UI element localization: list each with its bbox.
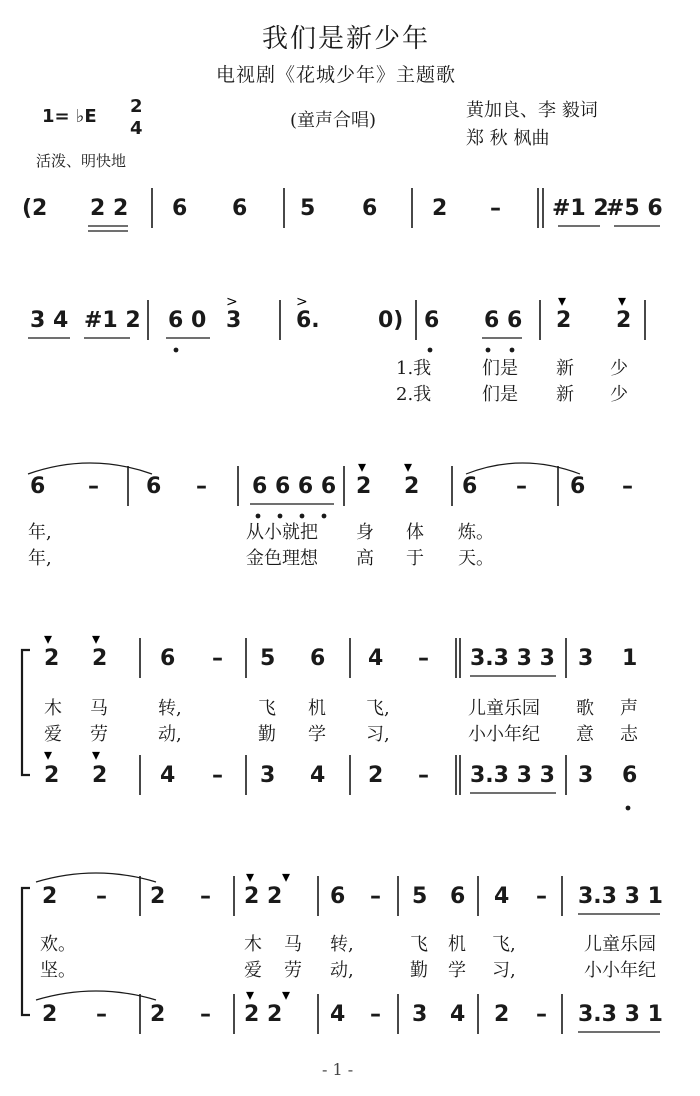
low-octave-dot: [174, 348, 179, 353]
note: 5: [260, 646, 276, 671]
note: 6: [450, 884, 466, 909]
lyric: 木: [244, 934, 262, 955]
note: 6 6: [484, 308, 523, 333]
note: –: [212, 763, 223, 788]
note: 5: [412, 884, 428, 909]
note: 2 2: [244, 884, 283, 909]
lyric: 儿童乐园: [468, 698, 540, 719]
accent-mark: >: [226, 294, 238, 310]
tie-slur: [466, 463, 580, 474]
staccato-mark: ▾: [246, 985, 255, 1004]
note: –: [516, 474, 527, 499]
accent-mark: >: [296, 294, 308, 310]
note: –: [200, 1002, 211, 1027]
note: 6: [330, 884, 346, 909]
lyric: 炼。: [458, 522, 494, 543]
system-brace: [22, 650, 30, 775]
lyric: 机: [308, 698, 326, 719]
note: 4: [160, 763, 176, 788]
note: –: [418, 763, 429, 788]
lyric: 高: [356, 548, 374, 569]
lyric: 劳: [90, 724, 108, 745]
note: 2: [404, 474, 420, 499]
lyric: 年,: [28, 522, 52, 543]
note: 3.3 3 1: [578, 884, 663, 909]
staccato-mark: ▾: [558, 291, 567, 310]
lyric: 声: [620, 698, 638, 719]
lyric: 木: [44, 698, 62, 719]
lyric: 习,: [492, 960, 516, 981]
lyric: 小小年纪: [584, 960, 656, 981]
note: 2: [616, 308, 632, 333]
note: 6.: [296, 308, 320, 333]
note: 6: [172, 196, 188, 221]
note: 3.3 3 3: [470, 646, 555, 671]
low-octave-dot: [486, 348, 491, 353]
lyric: 动,: [158, 724, 182, 745]
note: 6: [160, 646, 176, 671]
low-octave-dot: [510, 348, 515, 353]
note: 2: [556, 308, 572, 333]
note: 2: [42, 884, 58, 909]
note: 1: [622, 646, 638, 671]
note: 4: [450, 1002, 466, 1027]
note: 6: [30, 474, 46, 499]
note: 5: [300, 196, 316, 221]
staccato-mark: ▾: [618, 291, 627, 310]
note: 2: [42, 1002, 58, 1027]
note: 2: [44, 763, 60, 788]
note: 2: [150, 1002, 166, 1027]
lyric: 金色理想: [246, 548, 318, 569]
note: 6: [362, 196, 378, 221]
performance-note: (童声合唱): [290, 110, 377, 131]
tie-slur: [36, 873, 156, 882]
note: (2: [22, 196, 48, 221]
note: 2: [368, 763, 384, 788]
staccato-mark: ▾: [358, 457, 367, 476]
lyric: 飞,: [492, 934, 516, 955]
lyric: 1.我: [396, 358, 432, 379]
lyric: 机: [448, 934, 466, 955]
note: –: [490, 196, 501, 221]
note: 2: [356, 474, 372, 499]
note: 3.3 3 1: [578, 1002, 663, 1027]
note: –: [536, 884, 547, 909]
lyric: 儿童乐园: [584, 934, 656, 955]
lyric: 勤: [410, 960, 428, 981]
note: 2: [432, 196, 448, 221]
lyric: 身: [356, 522, 374, 543]
staccato-mark: ▾: [92, 745, 101, 764]
note: 4: [368, 646, 384, 671]
note: 6: [232, 196, 248, 221]
lyric: 新: [556, 384, 574, 405]
key-signature: 1= ♭E: [42, 106, 97, 127]
note: 6: [424, 308, 440, 333]
lyric: 转,: [330, 934, 354, 955]
lyric: 勤: [258, 724, 276, 745]
note: 4: [310, 763, 326, 788]
lyric: 马: [284, 934, 302, 955]
lyric: 天。: [458, 548, 494, 569]
lyric: 2.我: [396, 384, 432, 405]
note: #1 2: [552, 196, 609, 221]
lyric: 飞: [258, 698, 276, 719]
note: 6 6 6 6: [252, 474, 337, 499]
note: #1 2: [84, 308, 141, 333]
lyric: 飞: [410, 934, 428, 955]
lyric: 欢。: [40, 934, 76, 955]
lyric: 少: [610, 384, 628, 405]
staccato-mark: ▾: [44, 745, 53, 764]
note: –: [212, 646, 223, 671]
low-octave-dot: [322, 514, 327, 519]
note: –: [622, 474, 633, 499]
staccato-mark: ▾: [92, 629, 101, 648]
tie-slur: [28, 463, 152, 474]
note: 2: [92, 763, 108, 788]
staccato-mark: ▾: [246, 867, 255, 886]
note: 3 4: [30, 308, 69, 333]
lyricist-credit: 黄加良、李 毅词: [466, 100, 598, 121]
lyric: 们是: [482, 358, 518, 379]
song-title: 我们是新少年: [262, 24, 431, 54]
composer-credit: 郑 秋 枫曲: [466, 128, 550, 149]
lyric: 少: [610, 358, 628, 379]
note: –: [96, 1002, 107, 1027]
note: –: [536, 1002, 547, 1027]
lyric: 歌: [576, 698, 594, 719]
lyric: 志: [620, 724, 638, 745]
note: 3.3 3 3: [470, 763, 555, 788]
note: 4: [330, 1002, 346, 1027]
note: 2: [494, 1002, 510, 1027]
note: 2: [150, 884, 166, 909]
note: 3: [412, 1002, 428, 1027]
lyric: 习,: [366, 724, 390, 745]
note: 3: [578, 646, 594, 671]
note: 3: [226, 308, 242, 333]
note: –: [96, 884, 107, 909]
note: –: [200, 884, 211, 909]
low-octave-dot: [428, 348, 433, 353]
song-subtitle: 电视剧《花城少年》主题歌: [216, 64, 457, 86]
note: 3: [578, 763, 594, 788]
lyric: 年,: [28, 548, 52, 569]
note: 6: [146, 474, 162, 499]
note: 2 2: [244, 1002, 283, 1027]
lyric: 爱: [44, 724, 62, 745]
low-octave-dot: [626, 806, 631, 811]
time-signature-numerator: 2: [130, 96, 143, 117]
note: 6: [622, 763, 638, 788]
lyric: 转,: [158, 698, 182, 719]
note: –: [370, 884, 381, 909]
staccato-mark: ▾: [282, 985, 291, 1004]
note: 6: [570, 474, 586, 499]
lyric: 小小年纪: [468, 724, 540, 745]
note: –: [196, 474, 207, 499]
lyric: 爱: [244, 960, 262, 981]
note: 6: [310, 646, 326, 671]
time-signature-denominator: 4: [130, 118, 143, 139]
lyric: 马: [90, 698, 108, 719]
page-number: - 1 -: [322, 1060, 354, 1079]
lyric: 学: [308, 724, 326, 745]
note: 2: [44, 646, 60, 671]
tempo-marking: 活泼、明快地: [36, 152, 127, 170]
note: 3: [260, 763, 276, 788]
lyric: 意: [576, 724, 594, 745]
staccato-mark: ▾: [404, 457, 413, 476]
lyric: 动,: [330, 960, 354, 981]
lyric: 劳: [284, 960, 302, 981]
lyric: 坚。: [40, 960, 76, 981]
note: –: [418, 646, 429, 671]
note: –: [88, 474, 99, 499]
lyric: 体: [406, 522, 424, 543]
note: #5 6: [606, 196, 663, 221]
lyric: 于: [406, 548, 424, 569]
note: 4: [494, 884, 510, 909]
note: 2: [92, 646, 108, 671]
lyric: 们是: [482, 384, 518, 405]
note: 0): [378, 308, 404, 333]
staccato-mark: ▾: [44, 629, 53, 648]
note: 6 0: [168, 308, 207, 333]
tie-slur: [36, 991, 156, 1000]
note: –: [370, 1002, 381, 1027]
system-brace: [22, 888, 30, 1015]
note: 2 2: [90, 196, 129, 221]
note: 6: [462, 474, 478, 499]
staccato-mark: ▾: [282, 867, 291, 886]
lyric: 从小就把: [246, 522, 318, 543]
lyric: 学: [448, 960, 466, 981]
lyric: 飞,: [366, 698, 390, 719]
lyric: 新: [556, 358, 574, 379]
